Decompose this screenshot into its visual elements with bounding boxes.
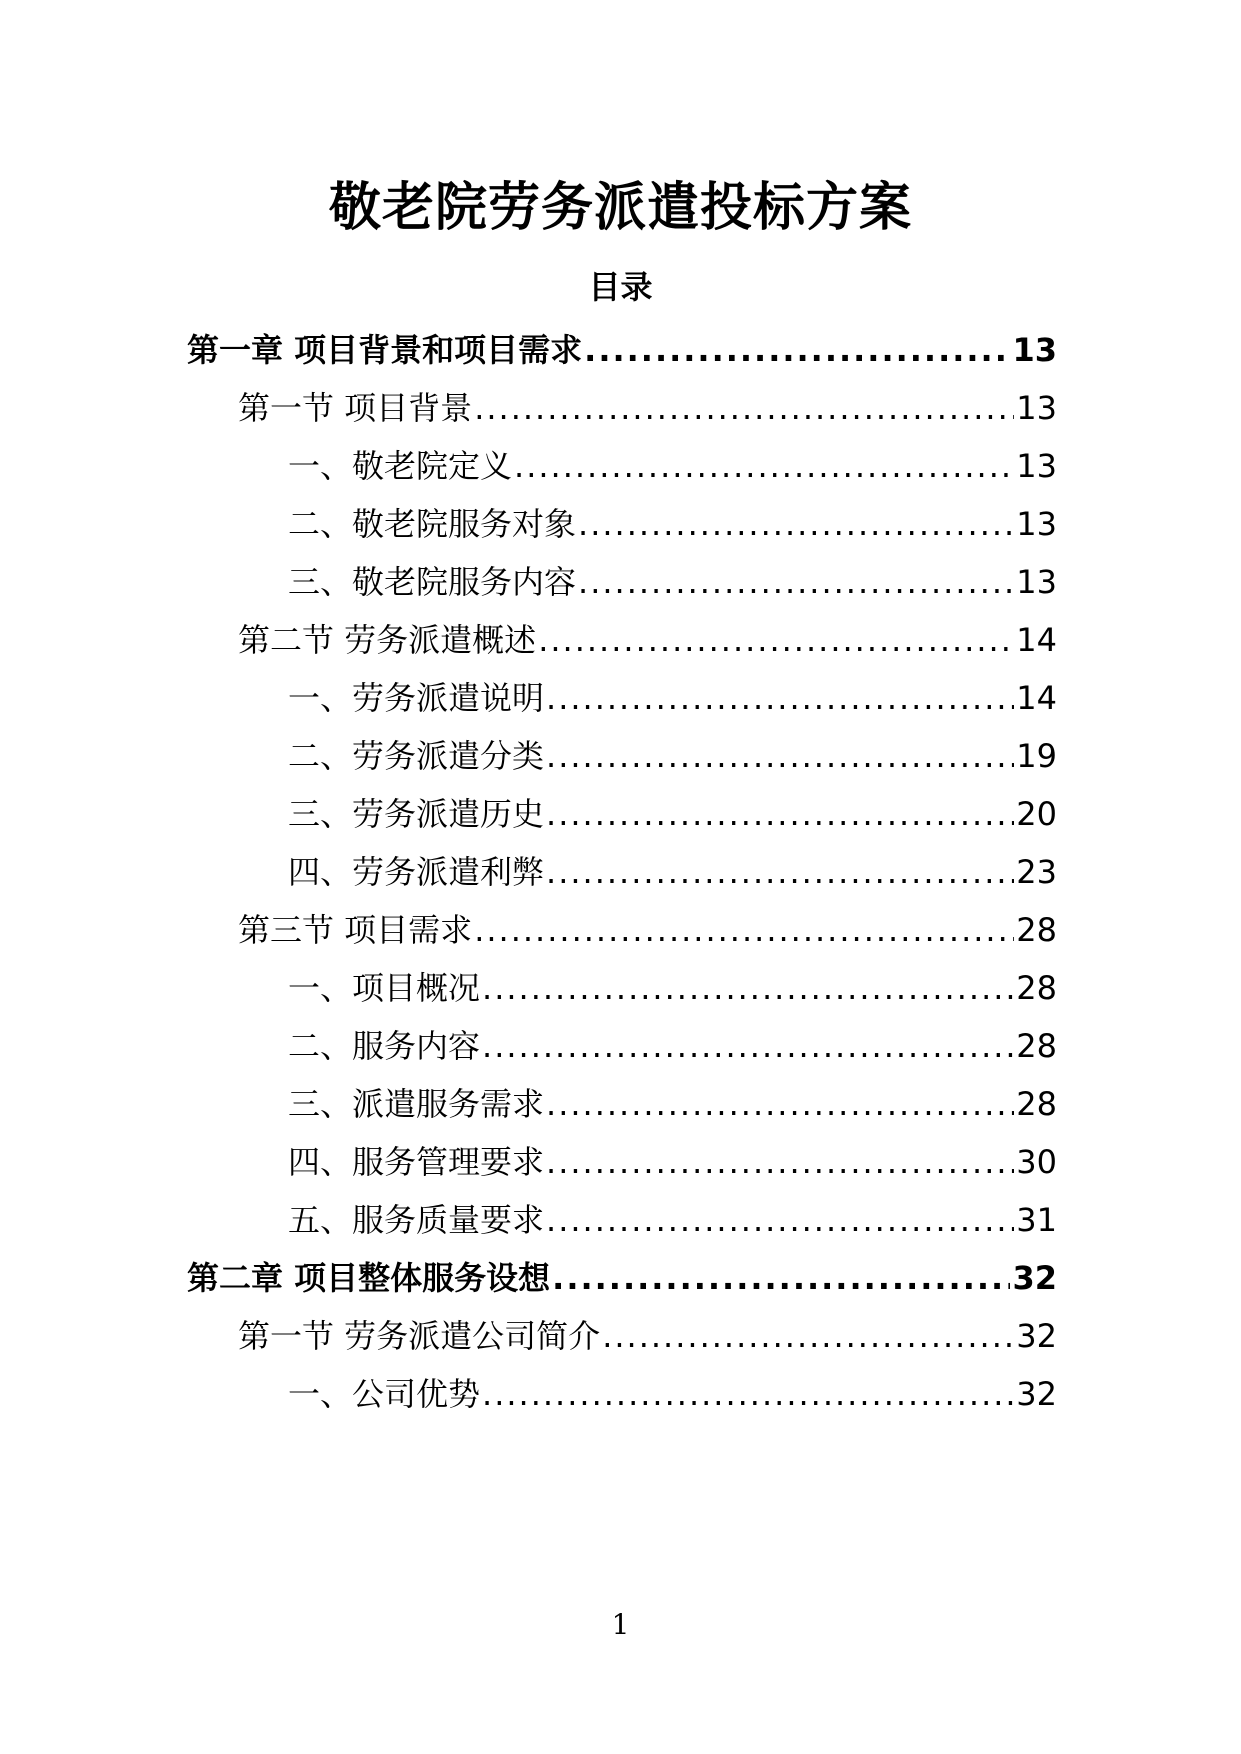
- toc-entry-page: 14: [1016, 679, 1057, 717]
- toc-entry-page: 28: [1016, 1027, 1057, 1065]
- toc-dot-leader: [602, 1310, 1014, 1362]
- toc-entry-page: 14: [1016, 621, 1057, 659]
- toc-entry-page: 13: [1016, 563, 1057, 601]
- toc-entry-section[interactable]: [238, 904, 1057, 956]
- toc-dot-leader: [578, 498, 1014, 550]
- toc-entry-label: 三、敬老院服务内容: [288, 563, 577, 601]
- toc-entry-section[interactable]: [238, 614, 1057, 666]
- toc-entry-section[interactable]: [238, 382, 1057, 434]
- toc-entry-label: 一、项目概况: [288, 969, 481, 1007]
- toc-entry-subsection[interactable]: [288, 1078, 1057, 1130]
- toc-entry-page: 30: [1016, 1143, 1057, 1181]
- toc-entry-subsection[interactable]: [288, 962, 1057, 1014]
- toc-entry-page: 20: [1016, 795, 1057, 833]
- toc-entry-subsection[interactable]: [288, 672, 1057, 724]
- toc-entry-label: 一、敬老院定义: [288, 447, 513, 485]
- toc-entry-chapter-1[interactable]: [187, 324, 1057, 376]
- toc-entry-subsection[interactable]: [288, 1368, 1057, 1420]
- toc-dot-leader: [546, 730, 1014, 782]
- toc-entry-label: 二、劳务派遣分类: [288, 737, 545, 775]
- toc-dot-leader: [578, 556, 1014, 608]
- toc-dot-leader: [546, 1194, 1014, 1246]
- toc-entry-label: 四、劳务派遣利弊: [288, 853, 545, 891]
- toc-entry-label: 第一节 劳务派遣公司简介: [238, 1317, 601, 1355]
- toc-dot-leader: [474, 382, 1014, 434]
- toc-dot-leader: [546, 672, 1014, 724]
- toc-entry-page: 32: [1016, 1317, 1057, 1355]
- toc-entry-subsection[interactable]: [288, 1020, 1057, 1072]
- toc-dot-leader: [474, 904, 1014, 956]
- toc-entry-page: 31: [1016, 1201, 1057, 1239]
- toc-entry-label: 三、派遣服务需求: [288, 1085, 545, 1123]
- toc-dot-leader: [546, 1136, 1014, 1188]
- document-title: 敬老院劳务派遣投标方案: [328, 178, 912, 238]
- toc-entry-page: 28: [1016, 969, 1057, 1007]
- toc-dot-leader: [552, 1252, 1010, 1304]
- toc-entry-label: 第一节 项目背景: [238, 389, 473, 427]
- toc-entry-label: 一、公司优势: [288, 1375, 481, 1413]
- toc-entry-label: 四、服务管理要求: [288, 1143, 545, 1181]
- toc-entry-page: 28: [1016, 1085, 1057, 1123]
- toc-entry-page: 19: [1016, 737, 1057, 775]
- toc-entry-subsection[interactable]: [288, 788, 1057, 840]
- toc-entry-label: 第二章 项目整体服务设想: [187, 1259, 551, 1297]
- toc-entry-label: 二、敬老院服务对象: [288, 505, 577, 543]
- toc-entry-label: 第三节 项目需求: [238, 911, 473, 949]
- toc-dot-leader: [546, 788, 1014, 840]
- toc-dot-leader: [514, 440, 1014, 492]
- toc-entry-label: 第二节 劳务派遣概述: [238, 621, 537, 659]
- toc-entry-subsection[interactable]: [288, 846, 1057, 898]
- toc-entry-subsection[interactable]: [288, 730, 1057, 782]
- toc-entry-page: 23: [1016, 853, 1057, 891]
- toc-entry-label: 二、服务内容: [288, 1027, 481, 1065]
- page-number: 1: [611, 1608, 630, 1641]
- toc-entry-label: 第一章 项目背景和项目需求: [187, 331, 583, 369]
- toc-heading: 目录: [588, 268, 653, 306]
- toc-dot-leader: [482, 1368, 1014, 1420]
- toc-entry-page: 32: [1012, 1259, 1057, 1297]
- toc-entry-page: 13: [1016, 505, 1057, 543]
- toc-entry-subsection[interactable]: [288, 1194, 1057, 1246]
- toc-entry-page: 32: [1016, 1375, 1057, 1413]
- toc-entry-label: 一、劳务派遣说明: [288, 679, 545, 717]
- toc-dot-leader: [584, 324, 1010, 376]
- toc-entry-label: 三、劳务派遣历史: [288, 795, 545, 833]
- toc-entry-subsection[interactable]: [288, 1136, 1057, 1188]
- toc-entry-page: 13: [1012, 331, 1057, 369]
- toc-entry-subsection[interactable]: [288, 556, 1057, 608]
- toc-entry-page: 13: [1016, 447, 1057, 485]
- toc-dot-leader: [482, 962, 1014, 1014]
- toc-entry-label: 五、服务质量要求: [288, 1201, 545, 1239]
- toc-entry-subsection[interactable]: [288, 498, 1057, 550]
- toc-dot-leader: [546, 846, 1014, 898]
- toc-entry-page: 13: [1016, 389, 1057, 427]
- toc-entry-page: 28: [1016, 911, 1057, 949]
- toc-entry-subsection[interactable]: [288, 440, 1057, 492]
- toc-entry-section[interactable]: [238, 1310, 1057, 1362]
- toc-dot-leader: [538, 614, 1014, 666]
- toc-dot-leader: [546, 1078, 1014, 1130]
- toc-entry-chapter-2[interactable]: [187, 1252, 1057, 1304]
- toc-dot-leader: [482, 1020, 1014, 1072]
